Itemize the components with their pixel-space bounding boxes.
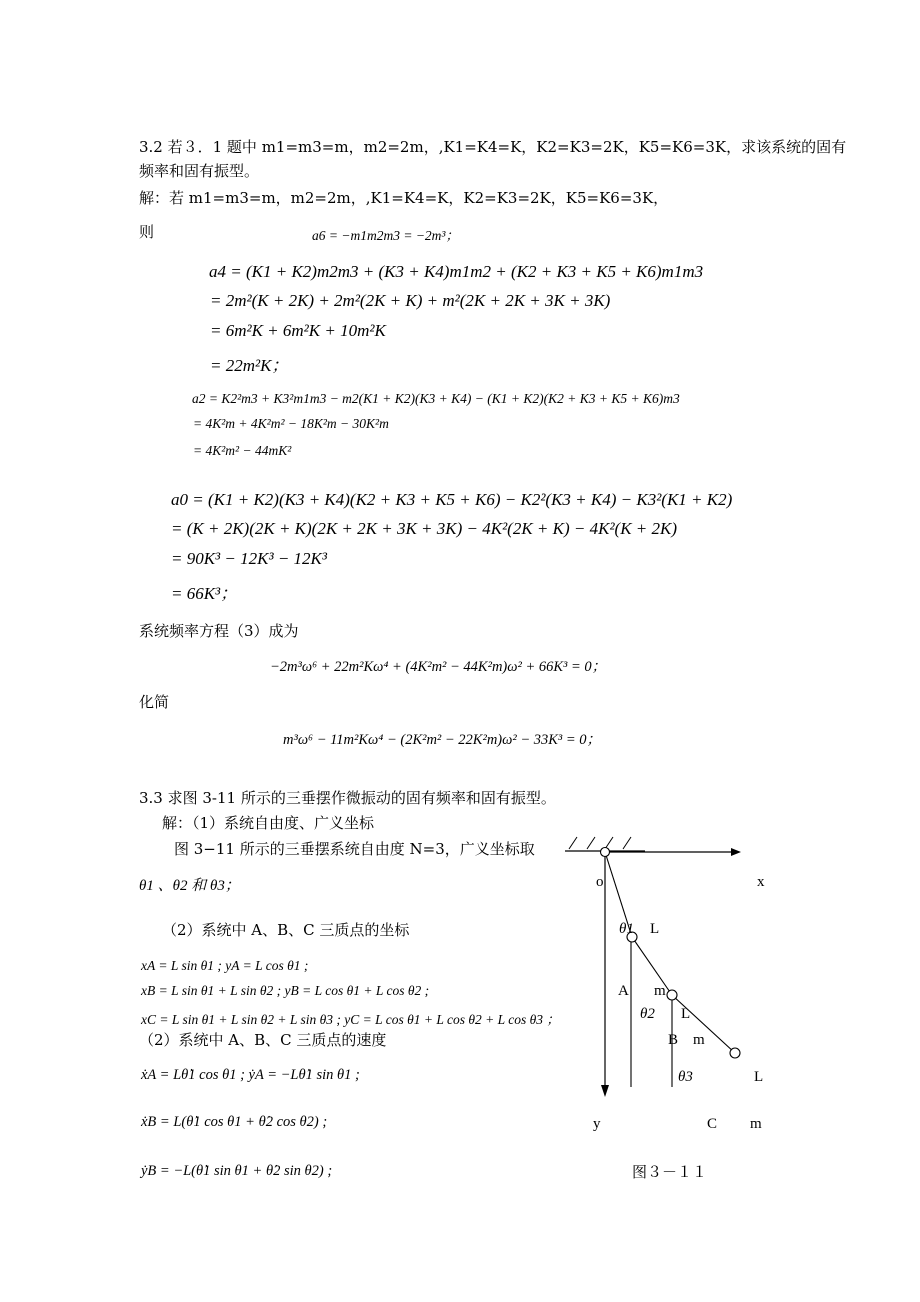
label-B: B xyxy=(668,1032,679,1048)
step3-heading: （2）系统中 A、B、C 三质点的速度 xyxy=(139,1031,387,1049)
equation-a2-line2: = 4K²m + 4K²m² − 18K²m − 30K²m xyxy=(193,416,389,431)
figure-caption: 图３－１１ xyxy=(632,1163,708,1181)
x-axis-arrowhead xyxy=(731,848,741,856)
coord-line-A: xA = L sin θ1 ; yA = L cos θ1 ; xyxy=(141,958,309,973)
label-L2: L xyxy=(681,1006,691,1022)
problem-3-3-statement: 3.3 求图 3-11 所示的三垂摆作微振动的固有频率和固有振型。 xyxy=(139,789,556,807)
equation-a4-line1: a4 = (K1 + K2)m2m3 + (K3 + K4)m1m2 + (K2 + K3 + K5 + K6)m1m3 xyxy=(209,262,704,281)
problem-3-2-statement-line1: 3.2 若３．1 题中 m1=m3=m，m2=2m，,K1=K4=K，K2=K3=2K，K5=K6=3K，求该系统的固有 xyxy=(139,138,847,156)
label-A: A xyxy=(618,983,629,999)
equation-a6: a6 = −m1m2m3 = −2m³； xyxy=(312,228,459,243)
label-L1: L xyxy=(650,921,660,937)
velocity-line-xB: ẋB = L(θ̇1 cos θ1 + θ̇2 cos θ2) ; xyxy=(141,1114,328,1130)
label-m2: m xyxy=(693,1032,705,1048)
mass-B xyxy=(667,990,677,1000)
rod-2 xyxy=(632,937,672,995)
step1-heading: 解：（1）系统自由度、广义坐标 xyxy=(162,814,375,832)
label-L3: L xyxy=(754,1069,764,1085)
equation-a0-line3: = 90K³ − 12K³ − 12K³ xyxy=(171,549,327,568)
step1-coords: θ1 、θ2 和 θ3； xyxy=(139,878,240,894)
step2-heading: （2）系统中 A、B、C 三质点的坐标 xyxy=(162,921,410,939)
equation-a4-line4: = 22m²K； xyxy=(210,356,289,375)
problem-3-2-statement-line2: 频率和固有振型。 xyxy=(139,162,260,180)
frequency-equation: −2m³ω⁶ + 22m²Kω⁴ + (4K²m² − 44K²m)ω² + 66K³ = 0； xyxy=(270,659,607,675)
mass-C xyxy=(730,1048,740,1058)
label-y: y xyxy=(593,1116,601,1132)
equation-a4-line3: = 6m²K + 6m²K + 10m²K xyxy=(210,321,386,340)
simplify-label: 化简 xyxy=(139,693,170,711)
equation-a2-line1: a2 = K2²m3 + K3²m1m3 − m2(K1 + K2)(K3 + K4) − (K1 + K2)(K2 + K3 + K5 + K6)m3 xyxy=(192,391,680,406)
label-theta2: θ2 xyxy=(640,1006,655,1022)
label-C: C xyxy=(707,1116,718,1132)
equation-a4-line2: = 2m²(K + 2K) + 2m²(2K + K) + m²(2K + 2K + 3K + 3K) xyxy=(210,291,611,310)
frequency-equation-label: 系统频率方程（3）成为 xyxy=(139,622,299,640)
equation-a0-line4: = 66K³； xyxy=(171,584,238,603)
y-axis-arrowhead xyxy=(601,1085,609,1097)
problem-3-2-solution-line: 解：若 m1=m3=m，m2=2m，,K1=K4=K，K2=K3=2K，K5=K6=3K， xyxy=(139,189,669,207)
label-theta3: θ3 xyxy=(678,1069,693,1085)
equation-a2-line3: = 4K²m² − 44mK² xyxy=(193,443,292,458)
velocity-line-yB: ẏB = −L(θ̇1 sin θ1 + θ̇2 sin θ2) ; xyxy=(141,1163,333,1179)
label-origin: o xyxy=(596,874,604,890)
velocity-line-A: ẋA = Lθ̇1 cos θ1 ; ẏA = −Lθ̇1 sin θ1 ; xyxy=(141,1067,360,1083)
coord-line-B: xB = L sin θ1 + L sin θ2 ; yB = L cos θ1 + L cos θ2 ; xyxy=(141,983,430,998)
label-m3: m xyxy=(750,1116,762,1132)
triple-pendulum-figure xyxy=(555,825,775,1105)
label-theta1: θ1 xyxy=(619,921,634,937)
label-x: x xyxy=(757,874,765,890)
equation-a0-line1: a0 = (K1 + K2)(K3 + K4)(K2 + K3 + K5 + K6) − K2²(K3 + K4) − K3²(K1 + K2) xyxy=(171,490,733,509)
label-m1: m xyxy=(654,983,666,999)
ceiling-hatch xyxy=(569,837,631,849)
simplified-equation: m³ω⁶ − 11m²Kω⁴ − (2K²m² − 22K²m)ω² − 33K³ = 0； xyxy=(283,732,602,748)
coord-line-C: xC = L sin θ1 + L sin θ2 + L sin θ3 ; yC = L cos θ1 + L cos θ2 + L cos θ3 ； xyxy=(141,1012,560,1027)
step1-text: 图 3−11 所示的三垂摆系统自由度 N=3，广义坐标取 xyxy=(174,840,535,858)
then-label: 则 xyxy=(139,223,155,241)
pivot-point xyxy=(601,848,610,857)
equation-a0-line2: = (K + 2K)(2K + K)(2K + 2K + 3K + 3K) − 4K²(2K + K) − 4K²(K + 2K) xyxy=(171,519,678,538)
